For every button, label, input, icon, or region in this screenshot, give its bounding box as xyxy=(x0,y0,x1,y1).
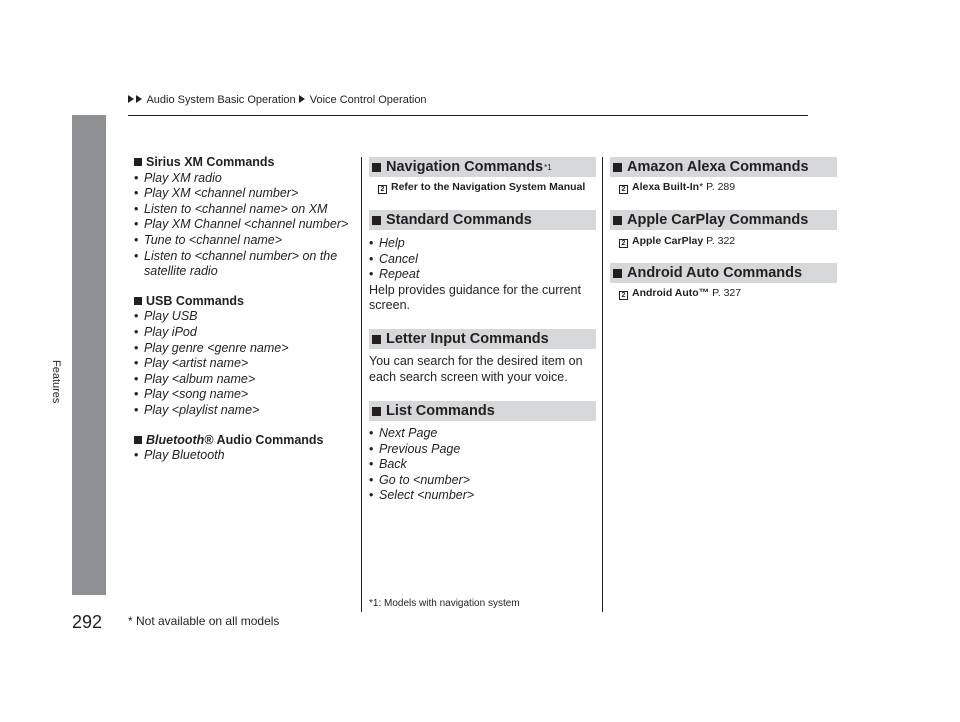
alexa-reference[interactable]: 2 Alexa Built-In* P. 289 xyxy=(619,181,735,194)
carplay-reference[interactable]: 2 Apple CarPlay P. 322 xyxy=(619,235,735,248)
breadcrumb-item[interactable]: Audio System Basic Operation xyxy=(146,94,296,106)
reference-icon: 2 xyxy=(378,185,387,194)
android-auto-commands-heading: Android Auto Commands xyxy=(610,263,837,283)
letter-input-description: You can search for the desired item on each search screen with your voice. xyxy=(369,354,583,384)
list-item: • Repeat xyxy=(369,267,596,283)
list-command-list xyxy=(369,426,596,504)
standard-command-list xyxy=(369,236,596,283)
breadcrumb xyxy=(128,94,427,106)
square-icon xyxy=(613,269,622,278)
square-icon xyxy=(372,407,381,416)
square-icon xyxy=(613,163,622,172)
standard-commands-body xyxy=(369,236,596,314)
arrow-icon xyxy=(128,95,134,103)
list-item: • Go to <number> xyxy=(369,473,596,489)
apple-carplay-commands-heading: Apple CarPlay Commands xyxy=(610,210,837,230)
list-item: • Play <song name> xyxy=(134,387,349,403)
navigation-commands-heading: Navigation Commands *1 xyxy=(369,157,596,177)
list-item: • Back xyxy=(369,457,596,473)
square-icon xyxy=(134,297,142,305)
section-heading: Bluetooth® Audio Commands xyxy=(134,433,349,449)
list-item: • Play XM radio xyxy=(134,171,349,187)
list-item: • Cancel xyxy=(369,252,596,268)
square-icon xyxy=(134,158,142,166)
square-icon xyxy=(134,436,142,444)
list-item: • Listen to <channel name> on XM xyxy=(134,202,349,218)
list-item: • Play XM Channel <channel number> xyxy=(134,217,349,233)
reference-icon: 2 xyxy=(619,185,628,194)
column-divider xyxy=(361,157,362,612)
list-item: • Play genre <genre name> xyxy=(134,341,349,357)
sirius-command-list xyxy=(134,171,349,280)
availability-note: * Not available on all models xyxy=(128,614,280,628)
letter-input-commands-heading: Letter Input Commands xyxy=(369,329,596,349)
square-icon xyxy=(372,335,381,344)
footnote: *1: Models with navigation system xyxy=(369,598,520,609)
list-item: • Play <playlist name> xyxy=(134,403,349,419)
page-number: 292 xyxy=(72,612,103,632)
standard-commands-description: Help provides guidance for the current screen. xyxy=(369,282,581,312)
arrow-icon xyxy=(299,95,305,103)
bluetooth-command-list xyxy=(134,448,349,464)
android-auto-reference[interactable]: 2 Android Auto™ P. 327 xyxy=(619,287,741,300)
list-item: • Play USB xyxy=(134,309,349,325)
list-item: • Play <album name> xyxy=(134,372,349,388)
list-item: • Play Bluetooth xyxy=(134,448,349,464)
list-item: • Play <artist name> xyxy=(134,356,349,372)
square-icon xyxy=(372,163,381,172)
section-heading: USB Commands xyxy=(134,294,349,310)
header-rule xyxy=(128,115,808,116)
list-item: • Play XM <channel number> xyxy=(134,186,349,202)
list-item: • Tune to <channel name> xyxy=(134,233,349,249)
reference-icon: 2 xyxy=(619,239,628,248)
standard-commands-heading: Standard Commands xyxy=(369,210,596,230)
list-item: • Listen to <channel number> on the xyxy=(134,249,349,265)
side-tab-label: Features xyxy=(50,360,62,404)
breadcrumb-item[interactable]: Voice Control Operation xyxy=(309,94,427,106)
usb-command-list xyxy=(134,309,349,418)
list-item: • Previous Page xyxy=(369,442,596,458)
column-divider xyxy=(602,157,603,612)
navigation-reference[interactable]: 2 Refer to the Navigation System Manual xyxy=(378,181,585,194)
square-icon xyxy=(613,216,622,225)
list-item: • Next Page xyxy=(369,426,596,442)
arrow-icon xyxy=(136,95,142,103)
square-icon xyxy=(372,216,381,225)
list-commands-heading: List Commands xyxy=(369,401,596,421)
list-commands-body xyxy=(369,426,596,504)
reference-icon: 2 xyxy=(619,291,628,300)
list-item-continued: satellite radio xyxy=(144,264,218,279)
list-item: • Select <number> xyxy=(369,488,596,504)
amazon-alexa-commands-heading: Amazon Alexa Commands xyxy=(610,157,837,177)
list-item: • Help xyxy=(369,236,596,252)
side-tab xyxy=(72,115,106,595)
column-left xyxy=(134,155,349,464)
list-item: • Play iPod xyxy=(134,325,349,341)
section-heading: Sirius XM Commands xyxy=(134,155,349,171)
